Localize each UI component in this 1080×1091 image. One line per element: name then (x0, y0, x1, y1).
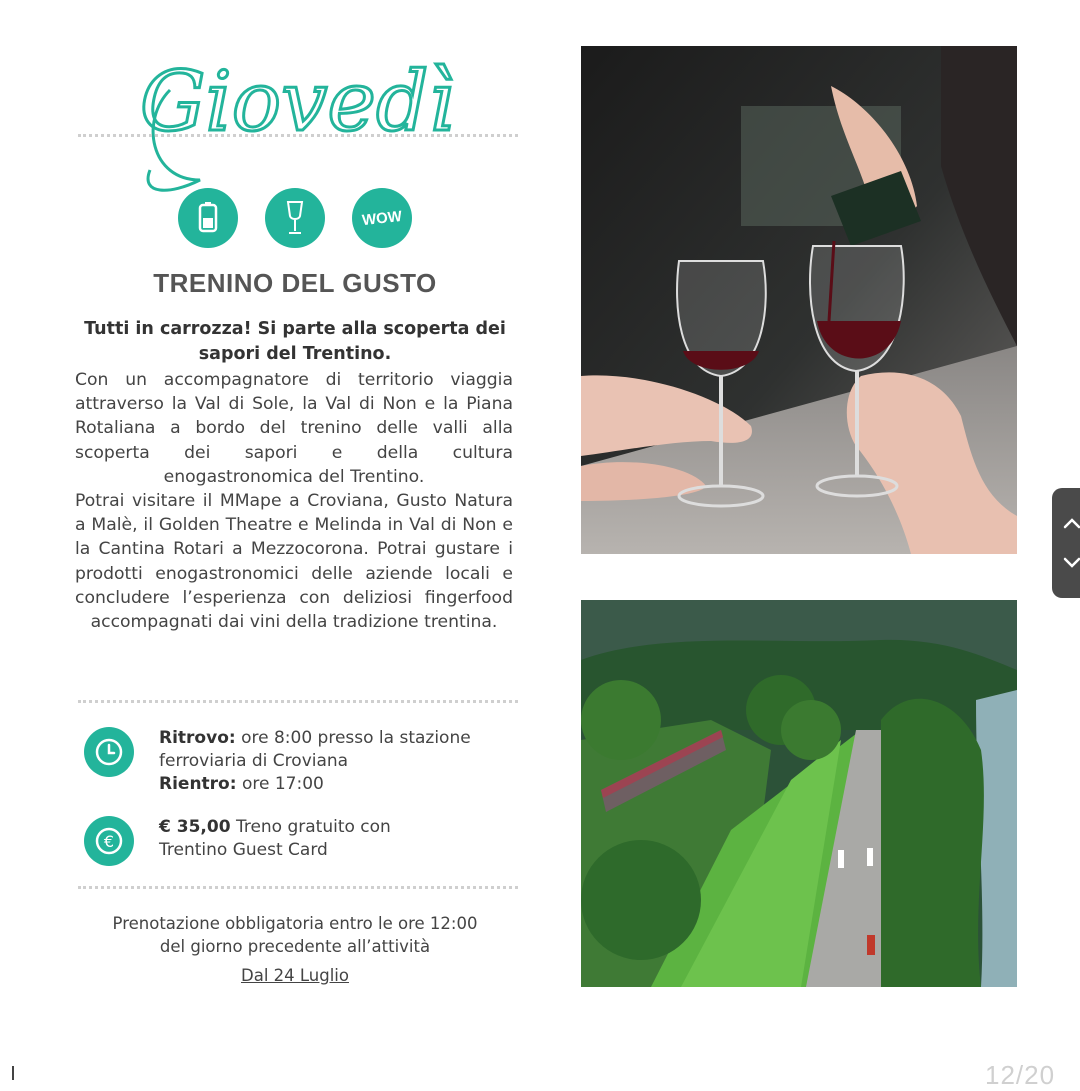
meet-text: ore 8:00 presso la stazione ferroviaria di Croviana (159, 728, 471, 771)
wow-icon (352, 188, 412, 248)
schedule-text (159, 727, 520, 796)
chevron-up-icon (1065, 520, 1079, 527)
start-date-link[interactable]: Dal 24 Luglio (241, 966, 349, 985)
page-indicator: 12/20 (985, 1060, 1056, 1090)
activity-lead: Tutti in carrozza! Si parte alla scoperta dei sapori del Trentino. (84, 319, 506, 364)
battery-icon (178, 188, 238, 248)
text-cursor (12, 1066, 14, 1080)
activity-description (75, 368, 513, 634)
page-scroll-control[interactable] (1052, 488, 1080, 598)
day-title: Giovedì (140, 55, 455, 150)
chevron-down-icon (1065, 559, 1079, 566)
booking-line-2: del giorno precedente all’attività (159, 937, 431, 956)
return-label: Rientro: (159, 774, 237, 794)
price-text (159, 816, 459, 862)
divider (78, 134, 518, 137)
booking-note (70, 912, 520, 958)
price-amount: € 35,00 (159, 817, 231, 837)
schedule-row (84, 727, 520, 796)
day-title-script (130, 30, 530, 200)
price-row (84, 816, 459, 866)
meet-label: Ritrovo: (159, 728, 236, 748)
description-paragraph-1: Con un accompagnatore di territorio viaggia attraverso la Val di Sole, la Val di Non e la Piana Rotaliana a bordo del trenino delle valli alla scoperta dei sapori e della cultura enogastronomica del Trentino. (75, 370, 513, 487)
wine-toast-photo (581, 46, 1017, 554)
clock-icon (84, 727, 134, 777)
price-note: Treno gratuito con Trentino Guest Card (159, 817, 391, 860)
euro-icon (84, 816, 134, 866)
wine-glass-icon (265, 188, 325, 248)
divider (78, 886, 518, 889)
divider (78, 700, 518, 703)
svg-text:€: € (103, 832, 115, 851)
wow-label: WOW (361, 207, 403, 229)
train-valley-photo (581, 600, 1017, 987)
description-paragraph-2: Potrai visitare il MMape a Croviana, Gusto Natura a Malè, il Golden Theatre e Melinda in Val di Non e la Cantina Rotari a Mezzocorona. Potrai gustare i prodotti enogastronomici delle aziende locali e concludere l’esperienza con deliziosi fingerfood accompagnati dai vini della tradizione trentina. (75, 491, 513, 633)
activity-title: TRENINO DEL GUSTO (153, 268, 437, 298)
return-text: ore 17:00 (241, 774, 324, 794)
activity-badges (178, 188, 412, 248)
booking-line-1: Prenotazione obbligatoria entro le ore 12:00 (112, 914, 478, 933)
